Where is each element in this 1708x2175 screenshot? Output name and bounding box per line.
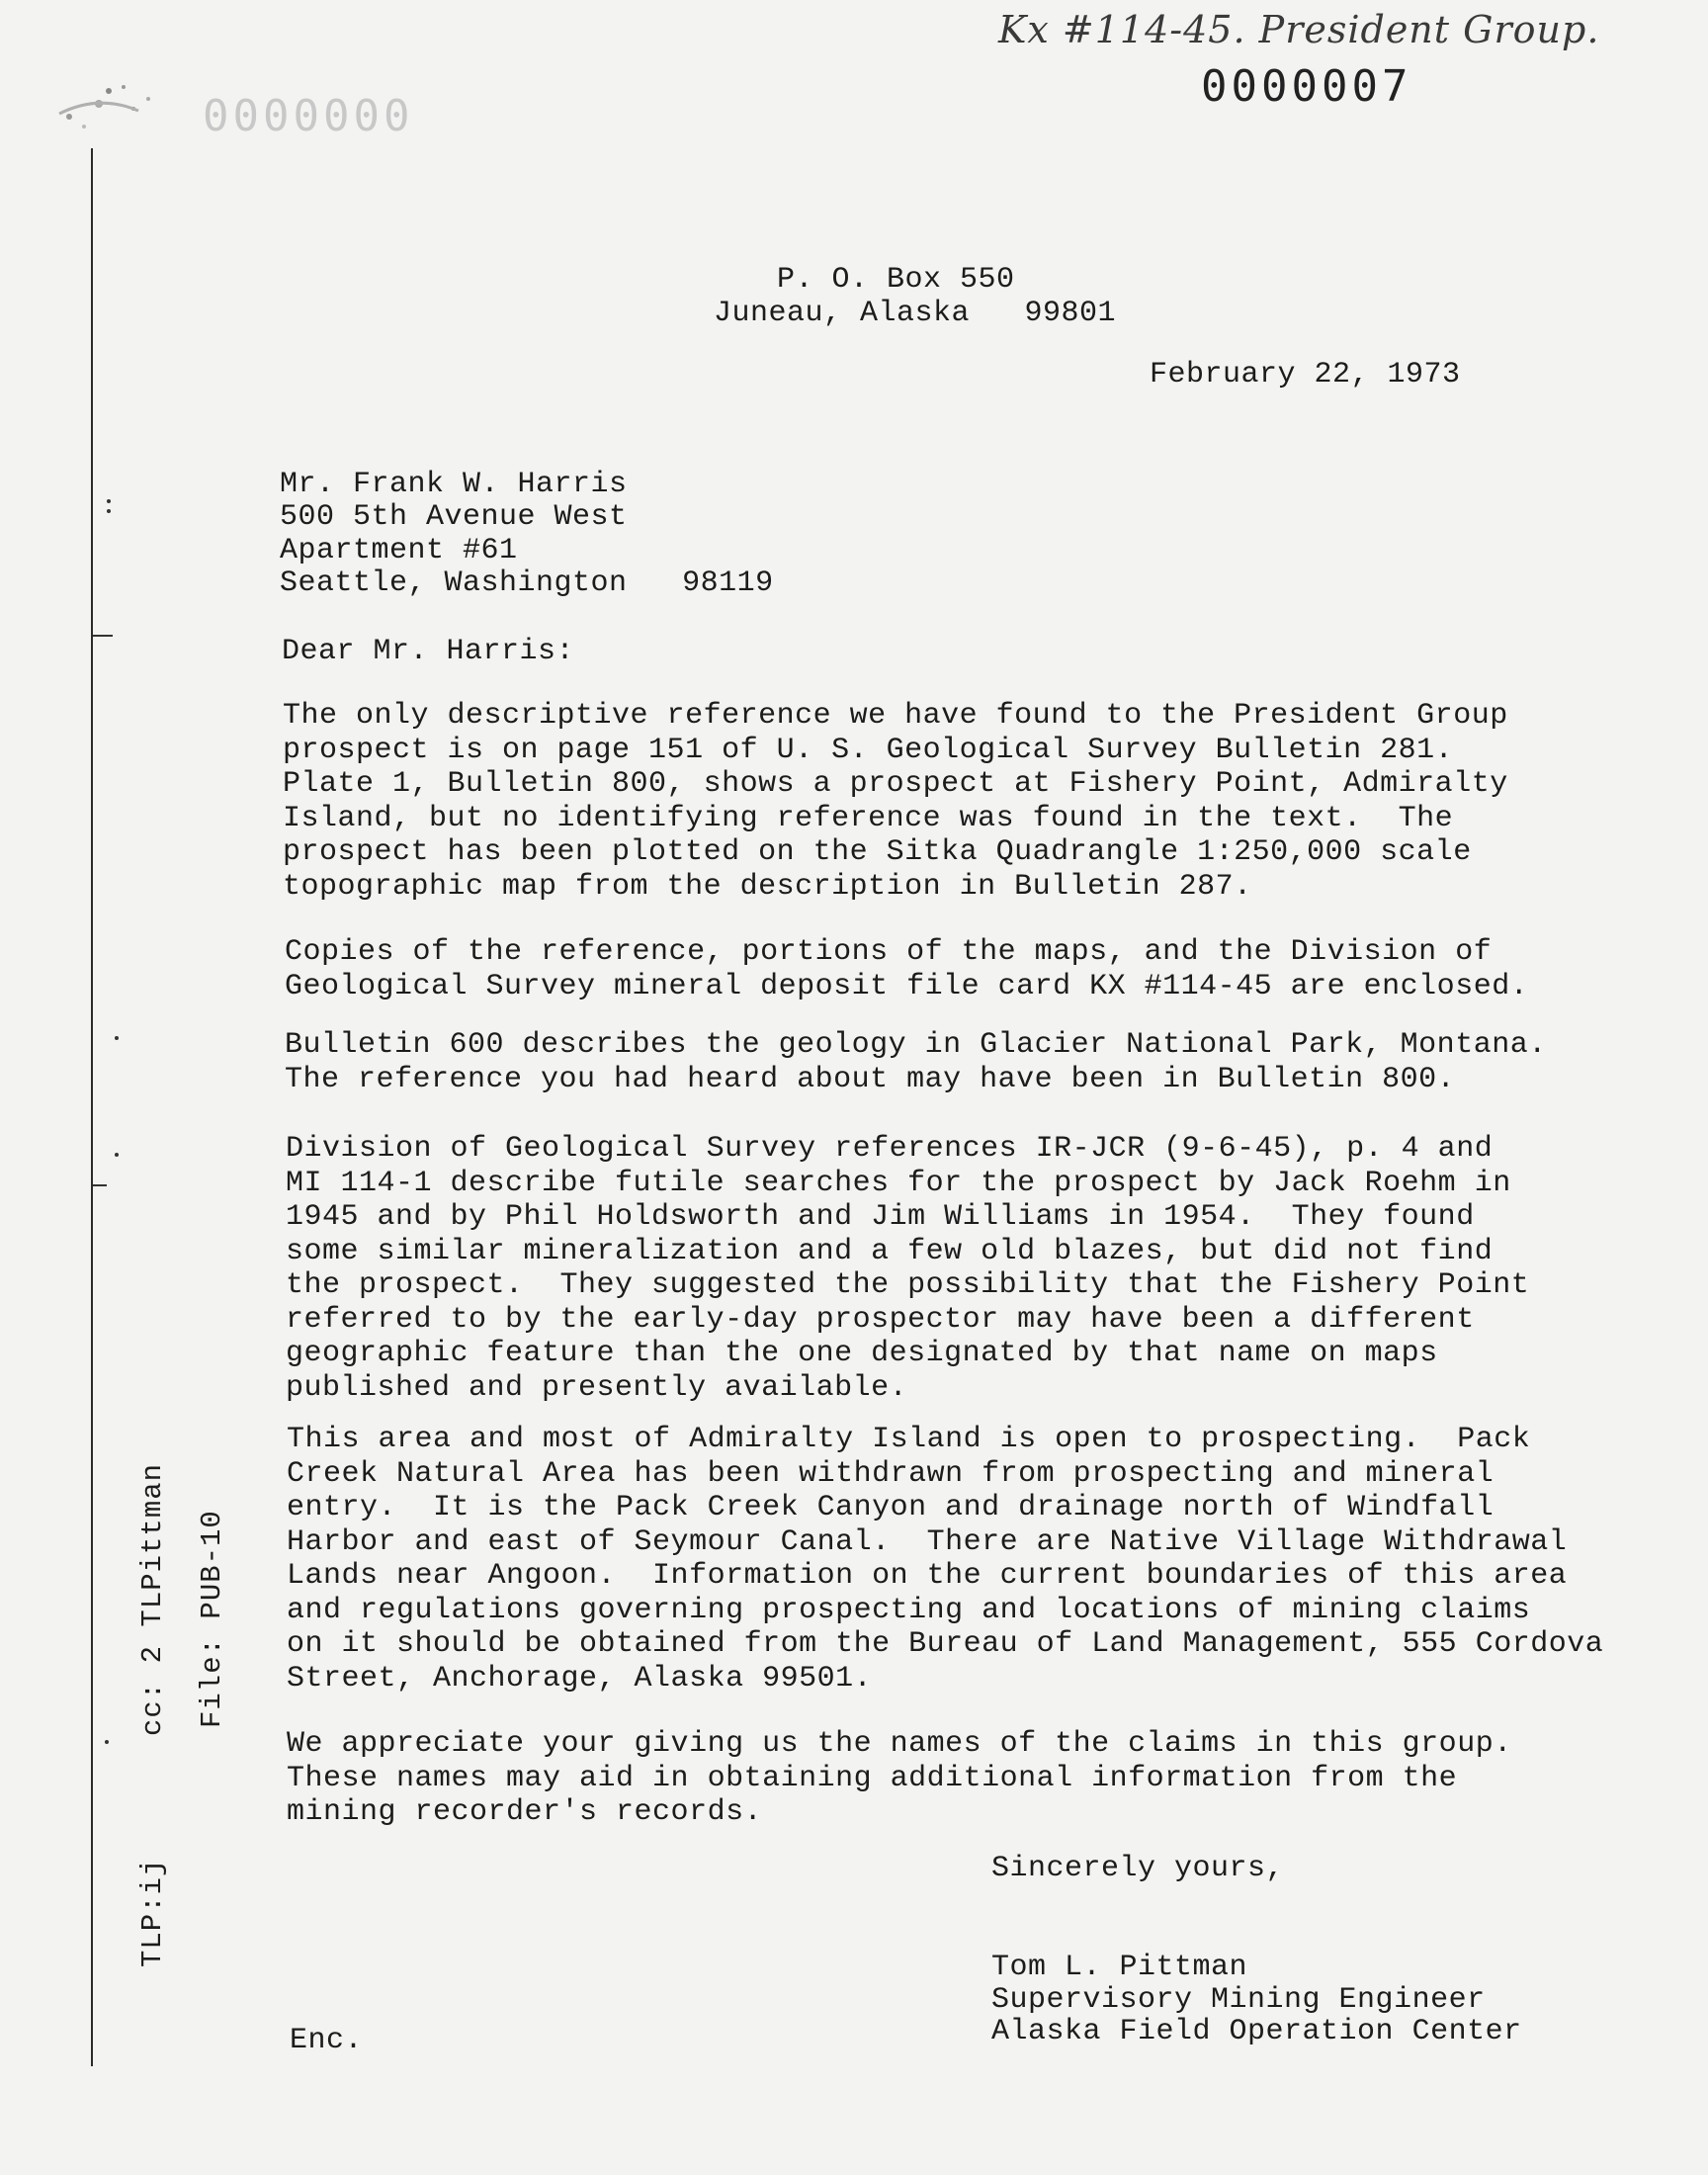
margin-dot <box>105 1740 109 1744</box>
document-number-stamp: 0000007 <box>1201 61 1412 112</box>
body-paragraph: The only descriptive reference we have found to the President Group prospect is on page 151 of U. S. Geological Survey Bulletin 281. Plate 1, Bulletin 800, shows a prospect at Fishery Point, Admiralty Island, but no identifying reference was found in the text. The prospect has been plotted on the Sitka Quadrangle 1:250,000 scale topographic map from the description in Bulletin 287. <box>283 699 1508 904</box>
signer-office: Alaska Field Operation Center <box>991 2015 1522 2048</box>
recipient-line: Apartment #61 <box>280 534 518 567</box>
margin-dot <box>115 1036 119 1040</box>
margin-dot <box>115 1153 119 1157</box>
margin-dot <box>107 509 111 513</box>
file-note: File: PUB-10 <box>196 1510 228 1728</box>
body-paragraph: Bulletin 600 describes the geology in Glacier National Park, Montana. The reference you had heard about may have been in Bulletin 800. <box>285 1028 1547 1096</box>
letterhead-line-2: Juneau, Alaska 99801 <box>714 297 1117 330</box>
margin-rule <box>91 148 93 2066</box>
margin-tick <box>93 635 113 637</box>
cc-note: cc: 2 TLPittman <box>136 1462 169 1736</box>
signer-title: Supervisory Mining Engineer <box>991 1983 1486 2017</box>
margin-tick <box>93 1184 107 1186</box>
smudge-mark <box>40 69 188 138</box>
body-paragraph: This area and most of Admiralty Island is open to prospecting. Pack Creek Natural Area has been withdrawn from prospecting and mineral entry. It is the Pack Creek Canyon and drainage north of Windfall Harbor and east of Seymour Canal. There are Native Village Withdrawal Lands near Angoon. Information on the current boundaries of this area and regulations governing prospecting and locations of mining claims on it should be obtained from the Bureau of Land Management, 555 Cordova Street, Anchorage, Alaska 99501. <box>287 1423 1604 1696</box>
faint-number-stamp: 0000000 <box>203 91 414 141</box>
recipient-line: 500 5th Avenue West <box>280 500 628 534</box>
handwritten-file-note: Kx #114-45. President Group. <box>998 8 1600 51</box>
body-paragraph: Copies of the reference, portions of the maps, and the Division of Geological Survey mineral deposit file card KX #114-45 are enclosed. <box>285 935 1529 1003</box>
margin-dot <box>107 499 111 503</box>
signer-name: Tom L. Pittman <box>991 1951 1248 1984</box>
enclosure-note: Enc. <box>290 2024 364 2057</box>
body-paragraph: Division of Geological Survey references IR-JCR (9-6-45), p. 4 and MI 114-1 describe futile searches for the prospect by Jack Roehm in 1945 and by Phil Holdsworth and Jim Williams in 1954. They found some similar mineralization and a few old blazes, but did not find the prospect. They suggested the possibility that the Fishery Point referred to by the early-day prospector may have been a different geographic feature than the one designated by that name on maps published and presently available. <box>286 1132 1530 1405</box>
body-paragraph: We appreciate your giving us the names of the claims in this group. These names may aid in obtaining additional information from the mining recorder's records. <box>287 1727 1512 1829</box>
recipient-line: Mr. Frank W. Harris <box>280 468 628 501</box>
closing: Sincerely yours, <box>991 1852 1285 1885</box>
typist-initials: TLP:ij <box>136 1858 169 1967</box>
salutation: Dear Mr. Harris: <box>282 635 575 668</box>
recipient-line: Seattle, Washington 98119 <box>280 566 774 600</box>
letterhead-line-1: P. O. Box 550 <box>777 263 1015 297</box>
letter-date: February 22, 1973 <box>1150 358 1461 392</box>
